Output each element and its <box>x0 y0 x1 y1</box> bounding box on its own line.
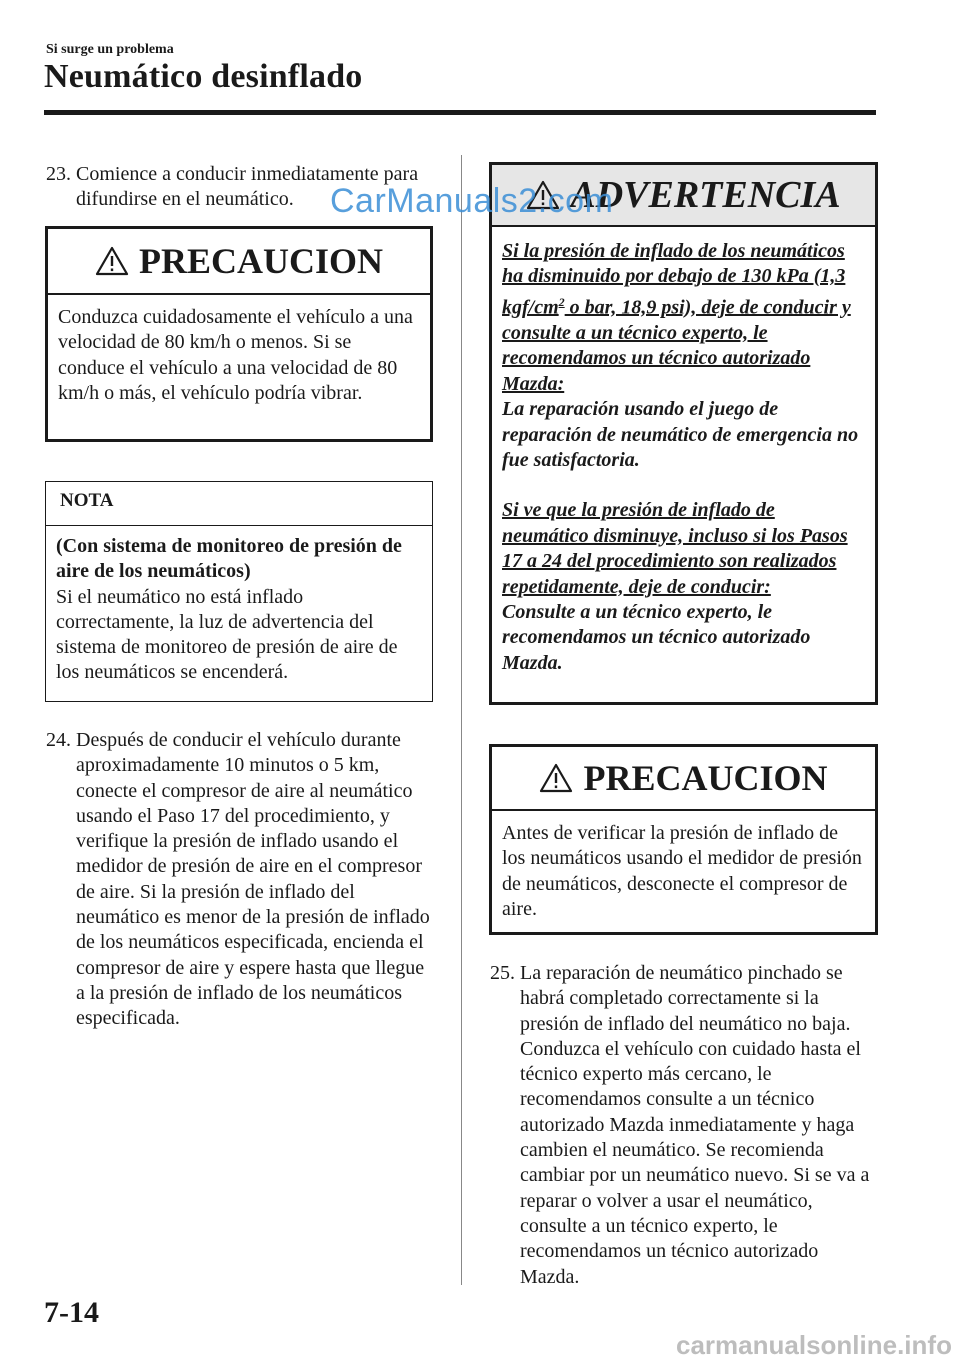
note-box <box>45 481 433 702</box>
warning-triangle-icon <box>539 763 573 793</box>
caution-title: PRECAUCION <box>138 241 383 281</box>
page-title: Neumático desinflado <box>44 58 363 95</box>
step-25 <box>490 961 880 1290</box>
note-text: Si el neumático no está inflado correctamente, la luz de advertencia del sistema de monitoreo de presión de aire de los neumáticos se encenderá. <box>56 585 398 684</box>
warning-underlined-text: o bar, 18,9 psi), deje de conducir y consulte a un técnico experto, le recomendamos un técnico autorizado Mazda: <box>502 296 851 395</box>
warning-underlined-text: Si ve que la presión de inflado de neumático disminuye, incluso si los Pasos 17 a 24 del procedimiento son realizados repetidamente, deje de conducir: <box>502 499 848 598</box>
note-body <box>46 526 432 694</box>
warning-text: La reparación usando el juego de reparación de neumático de emergencia no fue satisfactoria. <box>502 398 859 471</box>
step-text: La reparación de neumático pinchado se habrá completado correctamente si la presión de inflado del neumático no baja. Conduzca el vehículo con cuidado hasta el técnico experto más cercano, le recomendamos consulte a un técnico autorizado Mazda inmediatamente y haga cambien el neumático. Se recomienda cambiar por un neumático nuevo. Si se va a reparar o volver a usar el neumático, consulte a un técnico experto, le recomendamos un técnico autorizado Mazda. <box>520 962 870 1288</box>
header-rule <box>44 110 876 115</box>
caution-header <box>48 229 430 295</box>
warning-underlined-text: Si la presión de inflado de los neumáticos ha disminuido por debajo de 130 kPa (1,3 kgf/cm <box>502 240 846 319</box>
section-label: Si surge un problema <box>46 42 174 57</box>
watermark: CarManuals2.com <box>330 182 614 220</box>
step-text: Comience a conducir inmediatamente para difundirse en el neumático. <box>76 163 419 211</box>
step-text: Después de conducir el vehículo durante aproximadamente 10 minutos o 5 km, conecte el compresor de aire al neumático usando el Paso 17 del procedimiento, y verifique la presión de inflado usando el medidor de presión de aire en el compresor de aire. Si la presión de inflado del neumático es menor de la presión de inflado de los neumáticos especificada, encienda el compresor de aire y espere hasta que llegue a la presión de inflado de los neumáticos especificada. <box>76 729 430 1030</box>
footer-watermark: carmanualsonline.info <box>676 1330 952 1360</box>
warning-box <box>489 162 878 705</box>
caution-text: Antes de verificar la presión de inflado de los neumáticos usando el medidor de presión de neumáticos, desconecte el compresor de aire. <box>502 822 862 920</box>
caution-box <box>45 226 433 442</box>
warning-text: Consulte a un técnico experto, le recomendamos un técnico autorizado Mazda. <box>502 600 811 674</box>
step-number: 23. <box>46 163 71 185</box>
step-number: 24. <box>46 729 71 751</box>
caution-text: Conduzca cuidadosamente el vehículo a una velocidad de 80 km/h o menos. Si se conduce el vehículo a una velocidad de 80 km/h o más, el vehículo podría vibrar. <box>58 306 413 404</box>
superscript: 2 <box>558 294 565 309</box>
note-title: NOTA <box>46 482 432 526</box>
column-divider <box>461 155 462 1285</box>
page-number: 7-14 <box>44 1296 99 1329</box>
warning-paragraph-2 <box>502 498 865 676</box>
warning-title: ADVERTENCIA <box>570 174 841 216</box>
caution-header <box>492 747 875 811</box>
caution-box-2 <box>489 744 878 935</box>
warning-paragraph-1 <box>502 239 865 473</box>
warning-triangle-icon <box>95 246 129 276</box>
caution-title: PRECAUCION <box>583 758 828 798</box>
note-heading: (Con sistema de monitoreo de presión de aire de los neumáticos) <box>56 535 402 583</box>
warning-body <box>492 227 875 688</box>
step-24 <box>46 728 436 1032</box>
step-number: 25. <box>490 962 515 984</box>
